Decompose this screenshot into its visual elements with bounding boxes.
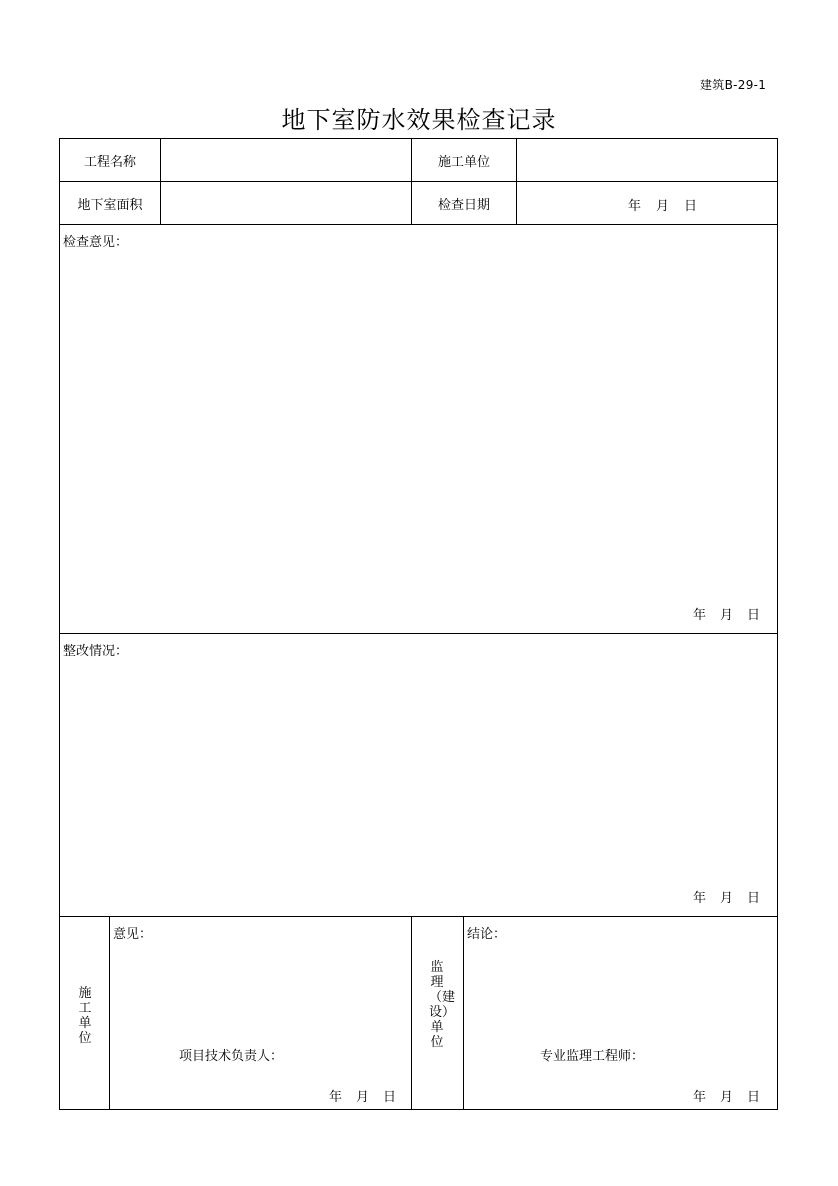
year-label: 年 (628, 199, 642, 214)
month-label: 月 (720, 891, 734, 906)
basement-area-label: 地下室面积 (77, 198, 143, 213)
supervision-date (693, 1086, 760, 1105)
conclusion-label: 结论： (467, 927, 507, 942)
day-label: 日 (684, 199, 698, 214)
construction-unit-label: 施工单位 (437, 155, 490, 170)
year-label: 年 (693, 1090, 707, 1105)
rectification-field[interactable] (63, 661, 771, 876)
construction-opinion-field[interactable] (113, 944, 403, 1039)
construction-unit-field[interactable] (521, 151, 771, 171)
project-name-field[interactable] (165, 151, 405, 171)
rectification-label: 整改情况： (63, 644, 129, 659)
inspection-opinion-label: 检查意见： (63, 235, 129, 250)
year-label: 年 (693, 891, 707, 906)
supervision-engineer-label: 专业监理工程师： (540, 1049, 645, 1064)
month-label: 月 (720, 1090, 734, 1105)
conclusion-field[interactable] (467, 944, 767, 1039)
supervision-unit-vertical-label: 监理（建设）单位 (429, 960, 456, 1050)
day-label: 日 (383, 1090, 397, 1105)
construction-date (329, 1086, 396, 1105)
project-name-label: 工程名称 (83, 155, 136, 170)
month-label: 月 (720, 608, 734, 623)
inspection-opinion-date (693, 604, 760, 623)
inspection-opinion-field[interactable] (63, 252, 771, 592)
inspection-date-field[interactable] (628, 195, 697, 214)
form-title: 地下室防水效果检查记录 (281, 106, 557, 134)
basement-area-field[interactable] (165, 194, 405, 214)
form-code: 建筑B-29-1 (700, 78, 767, 92)
inspection-date-label: 检查日期 (437, 198, 490, 213)
project-tech-lead-label: 项目技术负责人： (179, 1049, 284, 1064)
construction-unit-vertical-label: 施工单位 (78, 986, 92, 1046)
day-label: 日 (747, 608, 761, 623)
rectification-date (693, 887, 760, 906)
year-label: 年 (693, 608, 707, 623)
month-label: 月 (356, 1090, 370, 1105)
year-label: 年 (329, 1090, 343, 1105)
month-label: 月 (656, 199, 670, 214)
day-label: 日 (747, 891, 761, 906)
construction-opinion-label: 意见： (113, 927, 153, 942)
day-label: 日 (747, 1090, 761, 1105)
